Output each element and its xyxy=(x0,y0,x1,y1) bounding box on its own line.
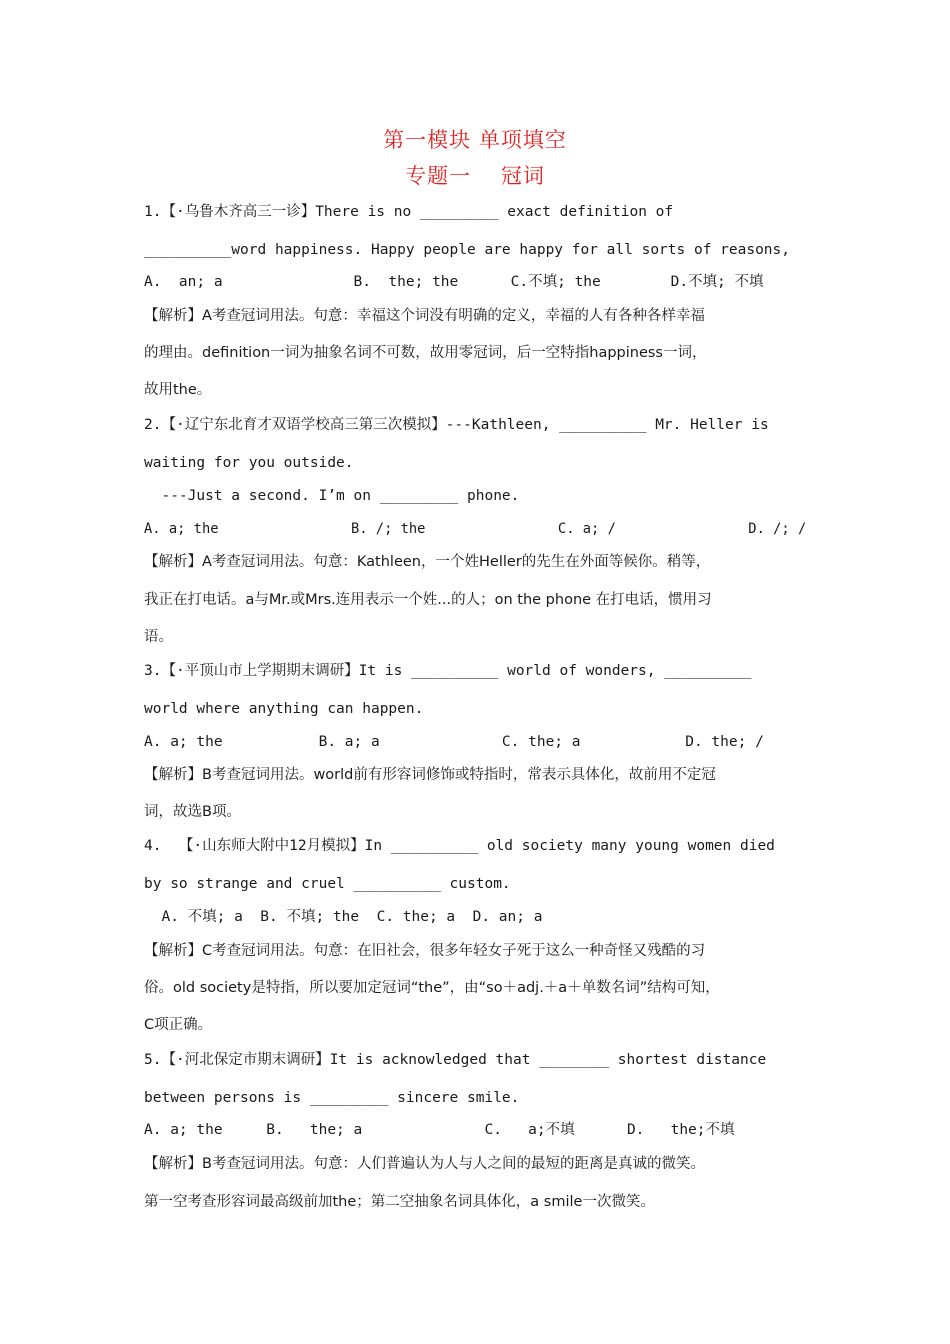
analysis-1-line-2: 的理由。definition一词为抽象名词不可数，故用零冠词，后一空特指happiness一词， xyxy=(144,345,707,361)
analysis-5-line-2: 第一空考查形容词最高级前加the；第二空抽象名词具体化，a smile一次微笑。 xyxy=(144,1194,655,1210)
analysis-4-line-3: C项正确。 xyxy=(144,1017,213,1033)
analysis-2-line-1: 【解析】A考查冠词用法。句意：Kathleen，一个姓Heller的先生在外面等候你。稍等， xyxy=(144,554,711,570)
topic-title: 专题一 冠词 xyxy=(405,164,545,188)
analysis-1-line-3: 故用the。 xyxy=(144,382,212,398)
question-5-line-1: 5.【·河北保定市期末调研】It is acknowledged that ________ shortest distance xyxy=(144,1052,767,1068)
analysis-3-line-1: 【解析】B考查冠词用法。world前有形容词修饰或特指时，常表示具体化，故前用不定冠 xyxy=(144,767,716,783)
question-4-line-2: by so strange and cruel __________ custom. xyxy=(144,876,511,892)
analysis-5-line-1: 【解析】B考查冠词用法。句意：人们普遍认为人与人之间的最短的距离是真诚的微笑。 xyxy=(144,1156,705,1172)
question-3-options: A. a; the B. a; a C. the; a D. the; / xyxy=(144,734,764,750)
analysis-4-line-2: 俗。old society是特指，所以要加定冠词“the”，由“so＋adj.＋a＋单数名词”结构可知， xyxy=(144,980,720,996)
question-1-line-1: 1.【·乌鲁木齐高三一诊】There is no _________ exact definition of xyxy=(144,204,674,220)
analysis-1-line-1: 【解析】A考查冠词用法。句意：幸福这个词没有明确的定义，幸福的人有各种各样幸福 xyxy=(144,308,705,324)
question-2-line-2: waiting for you outside. xyxy=(144,455,354,471)
question-2-line-1: 2.【·辽宁东北育才双语学校高三第三次模拟】---Kathleen, __________ Mr. Heller is xyxy=(144,417,769,433)
question-3-line-1: 3.【·平顶山市上学期期末调研】It is __________ world of wonders, __________ xyxy=(144,663,752,679)
question-5-line-2: between persons is _________ sincere smile. xyxy=(144,1090,520,1106)
analysis-3-line-2: 词，故选B项。 xyxy=(144,804,241,820)
module-title: 第一模块 单项填空 xyxy=(383,128,567,152)
question-2-line-3: ---Just a second. I’m on _________ phone. xyxy=(144,488,520,504)
analysis-2-line-3: 语。 xyxy=(144,629,173,645)
question-1-line-2: __________word happiness. Happy people are happy for all sorts of reasons, xyxy=(144,242,791,258)
question-4-options: A. 不填; a B. 不填; the C. the; a D. an; a xyxy=(144,909,543,925)
question-5-options: A. a; the B. the; a C. a;不填 D. the;不填 xyxy=(144,1122,735,1138)
question-2-options: A. a; the B. /; the C. a; / D. /; / xyxy=(144,521,807,537)
question-1-options: A. an; a B. the; the C.不填; the D.不填; 不填 xyxy=(144,274,764,290)
question-3-line-2: world where anything can happen. xyxy=(144,701,424,717)
analysis-2-line-2: 我正在打电话。a与Mr.或Mrs.连用表示一个姓...的人；on the phone 在打电话，惯用习 xyxy=(144,592,712,608)
analysis-4-line-1: 【解析】C考查冠词用法。句意：在旧社会，很多年轻女子死于这么一种奇怪又残酷的习 xyxy=(144,943,706,959)
question-4-line-1: 4. 【·山东师大附中12月模拟】In __________ old society many young women died xyxy=(144,838,775,854)
